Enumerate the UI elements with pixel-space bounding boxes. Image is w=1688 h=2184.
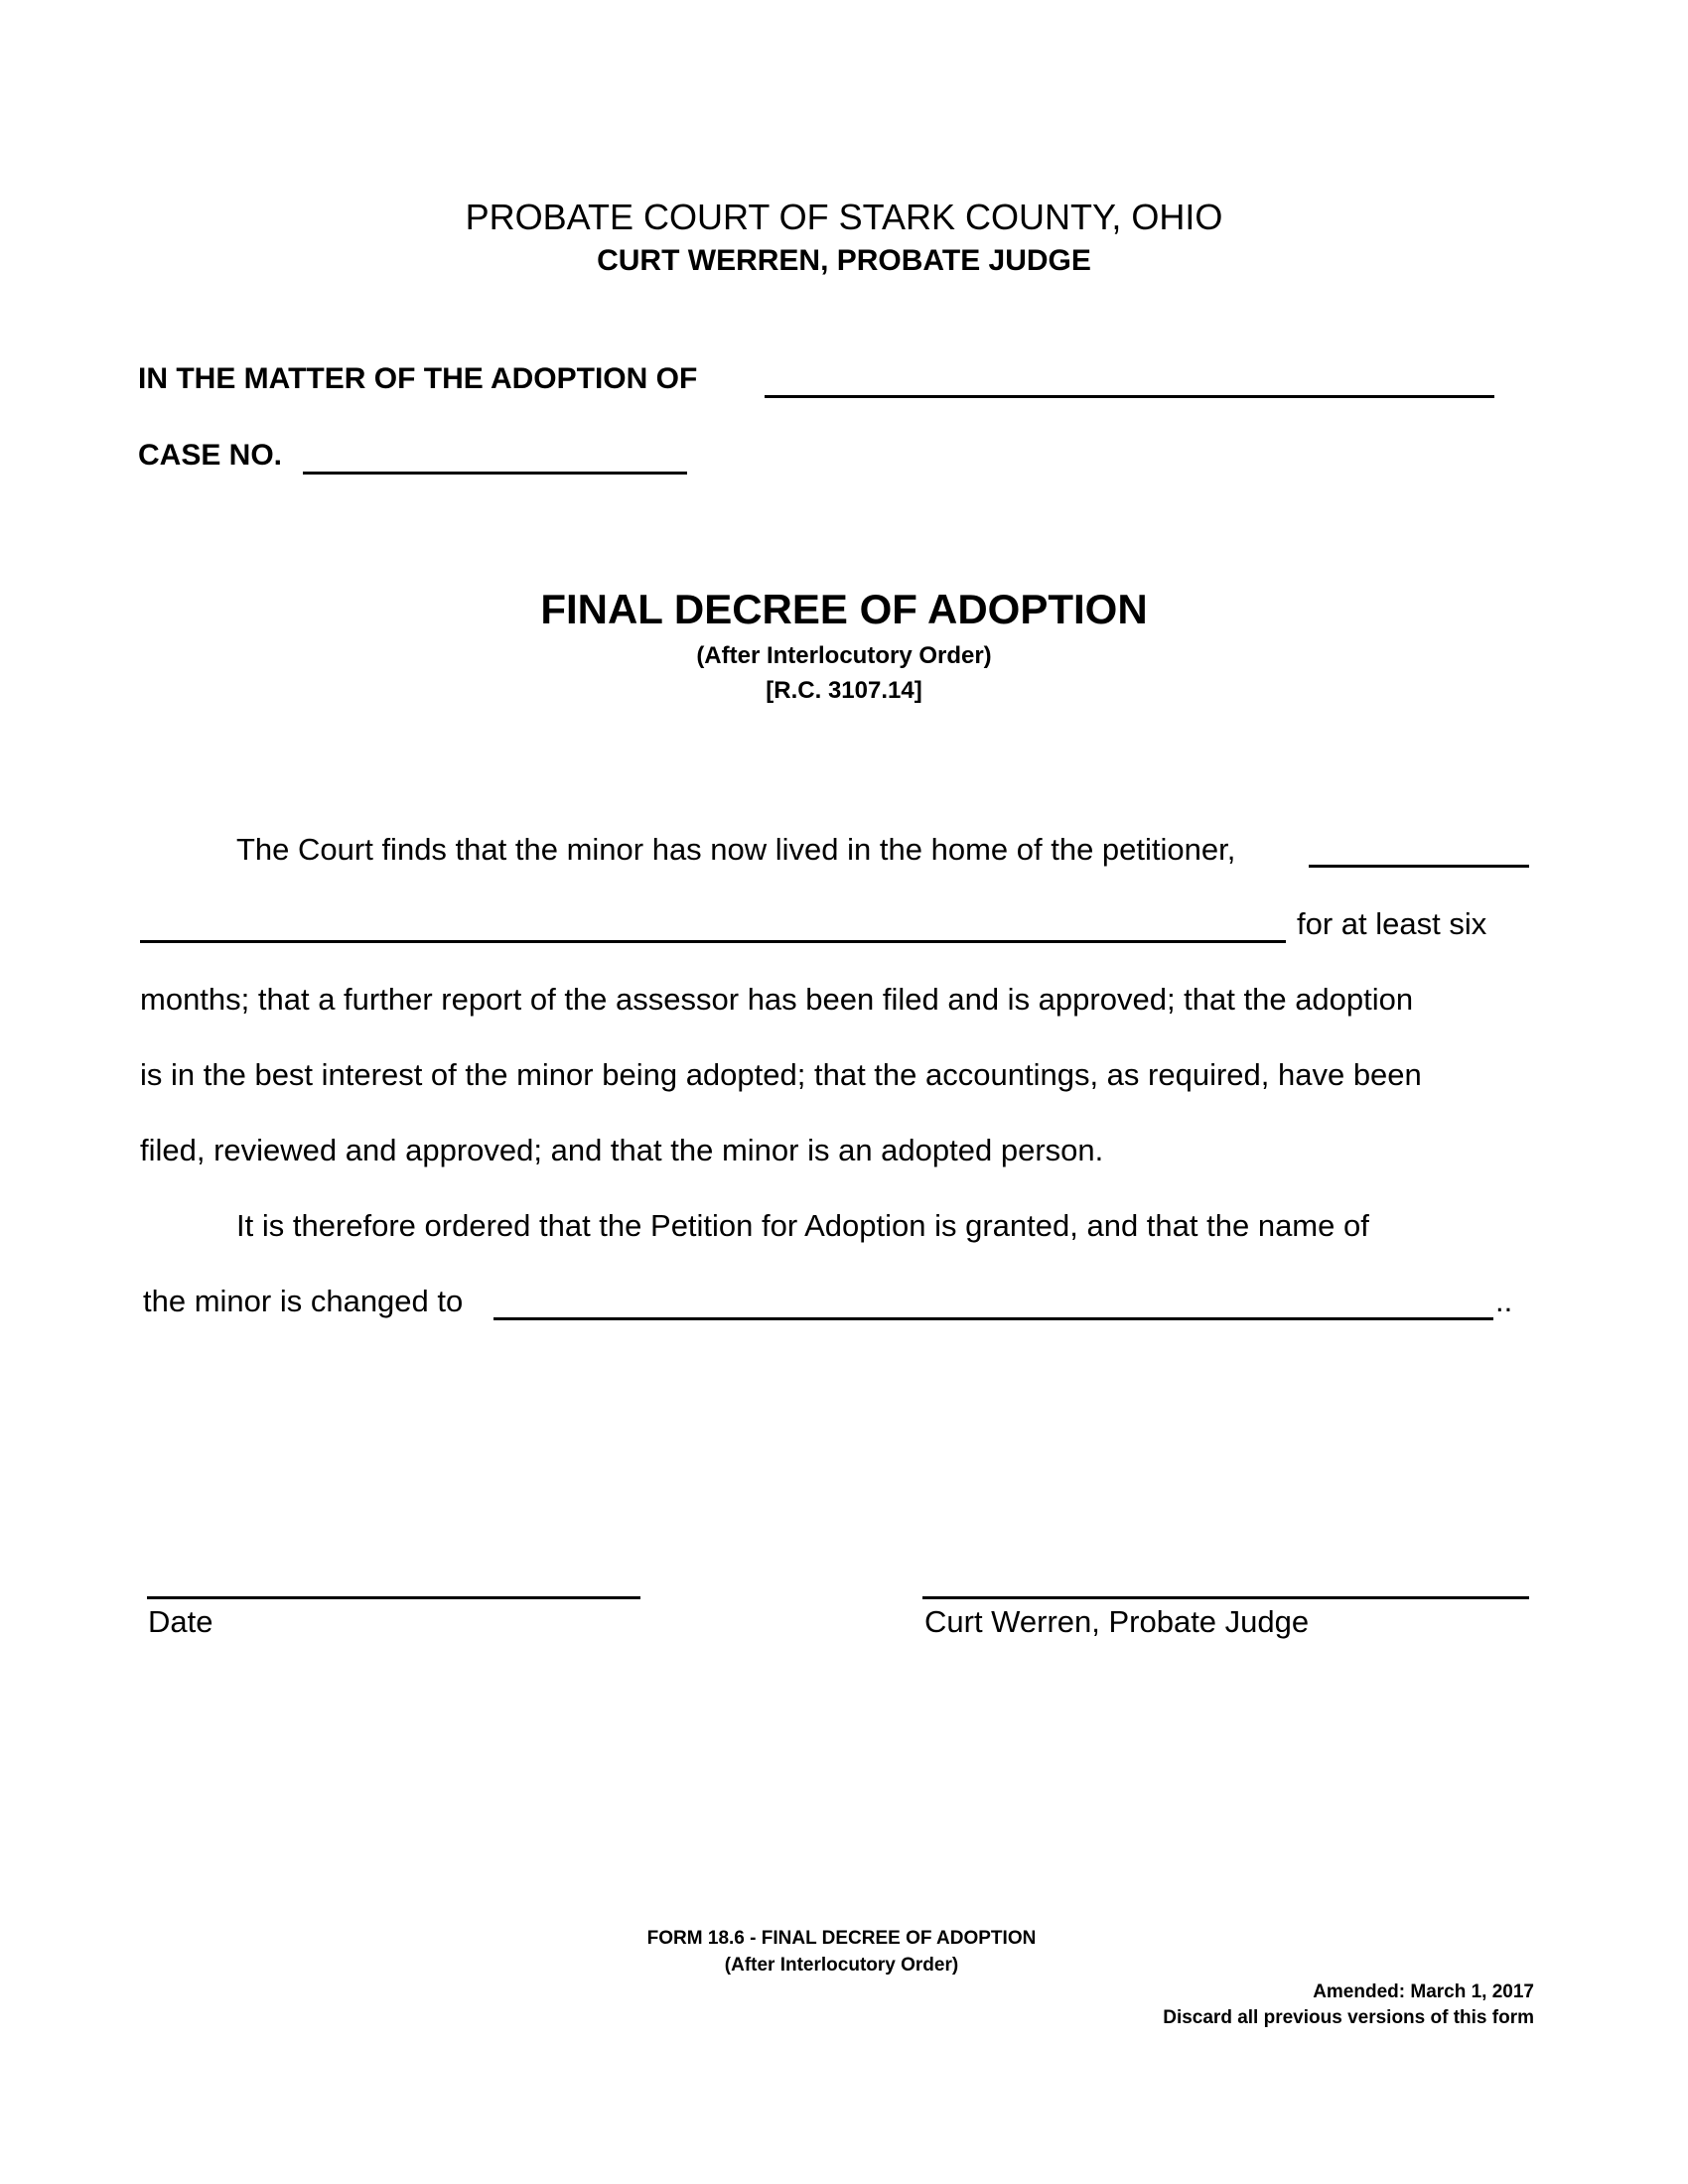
body-line-7: the minor is changed to <box>143 1284 464 1318</box>
petitioner-field-part2[interactable] <box>140 940 1286 943</box>
date-label: Date <box>148 1604 213 1639</box>
case-number-field[interactable] <box>303 472 687 475</box>
discard-notice: Discard all previous versions of this form <box>1163 2007 1534 2028</box>
judge-signature-line[interactable] <box>922 1596 1529 1599</box>
case-label: CASE NO. <box>138 439 283 472</box>
body-line-7-end: .. <box>1495 1284 1513 1318</box>
body-line-3: months; that a further report of the assessor has been filed and is approved; that the adoption <box>140 982 1414 1017</box>
footer-form-title: FORM 18.6 - FINAL DECREE OF ADOPTION <box>646 1928 1037 1949</box>
body-line-6: It is therefore ordered that the Petition for Adoption is granted, and that the name of <box>236 1208 1369 1243</box>
judge-name: CURT WERREN, PROBATE JUDGE <box>597 244 1091 277</box>
matter-field[interactable] <box>765 395 1494 398</box>
judge-signature-label: Curt Werren, Probate Judge <box>924 1604 1310 1639</box>
body-line-5: filed, reviewed and approved; and that the minor is an adopted person. <box>140 1133 1104 1167</box>
amended-date: Amended: March 1, 2017 <box>1313 1981 1534 2002</box>
document-subtitle: (After Interlocutory Order) <box>696 642 992 669</box>
document-title: FINAL DECREE OF ADOPTION <box>540 586 1148 632</box>
body-line-4: is in the best interest of the minor being adopted; that the accountings, as required, have been <box>140 1057 1422 1092</box>
date-signature-line[interactable] <box>147 1596 640 1599</box>
body-line-2: for at least six <box>1297 906 1487 941</box>
court-name: PROBATE COURT OF STARK COUNTY, OHIO <box>465 197 1223 237</box>
body-line-1: The Court finds that the minor has now lived in the home of the petitioner, <box>236 832 1236 867</box>
statute-reference: [R.C. 3107.14] <box>766 677 922 704</box>
footer-form-subtitle: (After Interlocutory Order) <box>724 1955 959 1976</box>
petitioner-field-part1[interactable] <box>1309 865 1529 868</box>
matter-label: IN THE MATTER OF THE ADOPTION OF <box>138 362 698 395</box>
new-name-field[interactable] <box>493 1317 1493 1320</box>
